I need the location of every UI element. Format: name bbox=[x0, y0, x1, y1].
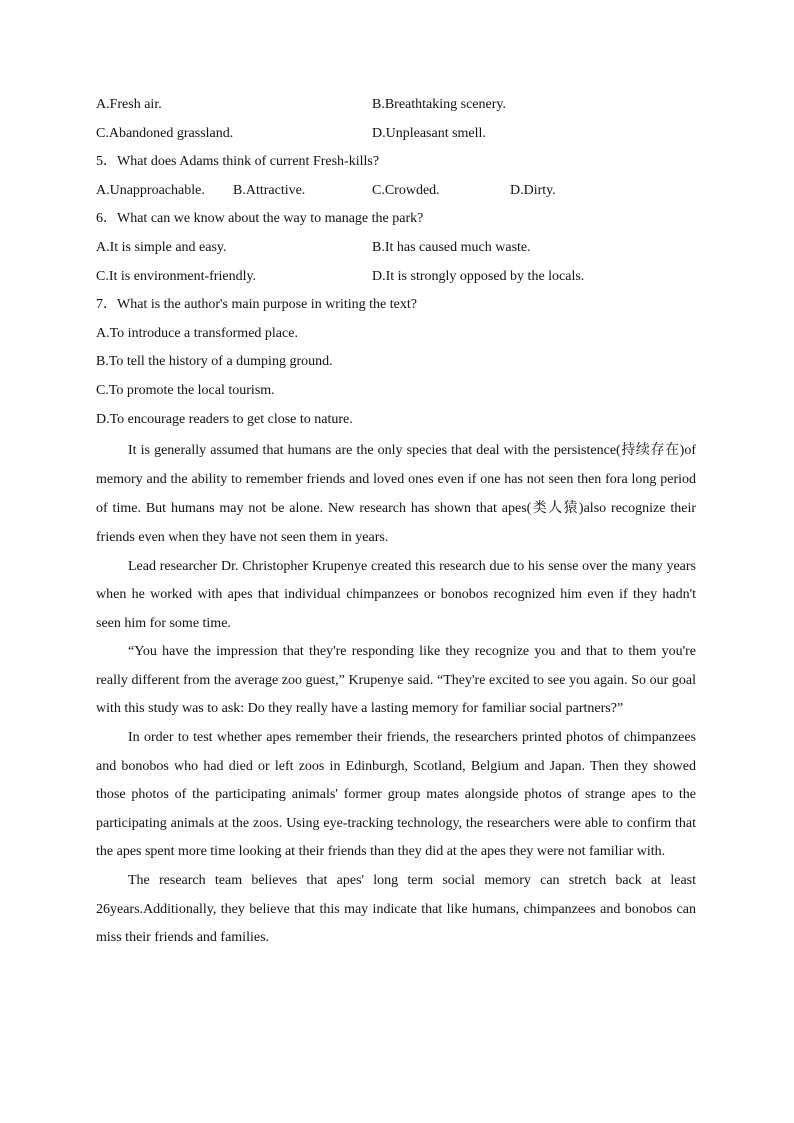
q6-stem: 6．What can we know about the way to manage the park? bbox=[96, 211, 424, 227]
passage-paragraph-4: In order to test whether apes remember their friends, the researchers printed photos of chimpanzees and bonobos who had died or left zoos in Edinburgh, Scotland, Belgium and Japan. Then they showed those photos of the participating animals' former group mates alongside photos of strange apes to the participating animals at the zoos. Using eye-tracking technology, the researchers were able to confirm that the apes spent more time looking at their friends than they did at the apes they were not familiar with. bbox=[96, 730, 696, 860]
q4-options-row-1 bbox=[96, 91, 696, 120]
q4-option-c: C.Abandoned grassland. bbox=[96, 125, 234, 141]
q6-option-c: C.It is environment-friendly. bbox=[96, 268, 257, 284]
q5-option-b: B.Attractive. bbox=[233, 182, 306, 198]
q4-option-a: A.Fresh air. bbox=[96, 97, 162, 112]
q6-options-row-1 bbox=[96, 234, 696, 263]
q7-option-a: A.To introduce a transformed place. bbox=[96, 325, 298, 341]
worksheet-page bbox=[96, 91, 696, 953]
q7-stem: 7．What is the author's main purpose in writing the text? bbox=[96, 297, 417, 313]
q7-option-d: D.To encourage readers to get close to nature. bbox=[96, 411, 353, 427]
passage-paragraph-1 bbox=[96, 436, 696, 552]
q6-options-row-2 bbox=[96, 263, 696, 292]
q5-stem: 5．What does Adams think of current Fresh-kills? bbox=[96, 154, 380, 170]
q7-option-b: B.To tell the history of a dumping ground. bbox=[96, 354, 333, 370]
passage-paragraph-3: “You have the impression that they're responding like they recognize you and that to them you're really different from the average zoo guest,” Krupenye said. “They're excited to see you again. So our goal with this study was to ask: Do they really have a lasting memory for familiar social partners?” bbox=[96, 644, 696, 717]
q6-option-a: A.It is simple and easy. bbox=[96, 239, 227, 255]
q4-option-b: B.Breathtaking scenery. bbox=[372, 97, 506, 112]
q7-option-c: C.To promote the local tourism. bbox=[96, 382, 275, 398]
reading-passage bbox=[96, 436, 696, 953]
q4-option-d: D.Unpleasant smell. bbox=[372, 125, 486, 141]
passage-paragraph-2: Lead researcher Dr. Christopher Krupenye created this research due to his sense over the many years when he worked with apes that individual chimpanzees or bonobos recognized him even if they hadn't seen him for some time. bbox=[96, 558, 696, 631]
paragraph-1-text-b: )of memory and the ability to remember friends and loved ones even if one has not seen then fora long period of time. But humans may not be alone. New research has shown that apes( bbox=[96, 443, 696, 517]
q5-option-d: D.Dirty. bbox=[510, 182, 556, 198]
paragraph-1-text-c: )also recognize their friends even when they have not seen them in years. bbox=[96, 501, 696, 545]
chinese-gloss-persistence: 持续存在 bbox=[620, 442, 680, 459]
q6-option-b: B.It has caused much waste. bbox=[372, 239, 531, 255]
q5-option-a: A.Unapproachable. bbox=[96, 182, 205, 198]
q6-option-d: D.It is strongly opposed by the locals. bbox=[372, 268, 585, 284]
q5-options-row bbox=[96, 177, 696, 206]
q5-option-c: C.Crowded. bbox=[372, 182, 440, 198]
passage-paragraph-5: The research team believes that apes' long term social memory can stretch back at least 26years.Additionally, they believe that this may indicate that like humans, chimpanzees and bonobos can miss their friends and families. bbox=[96, 873, 696, 946]
chinese-gloss-apes: 类人猿 bbox=[531, 500, 579, 517]
q4-options-row-2 bbox=[96, 120, 696, 149]
paragraph-1-text-a: It is generally assumed that humans are the only species that deal with the persistence( bbox=[128, 443, 621, 459]
